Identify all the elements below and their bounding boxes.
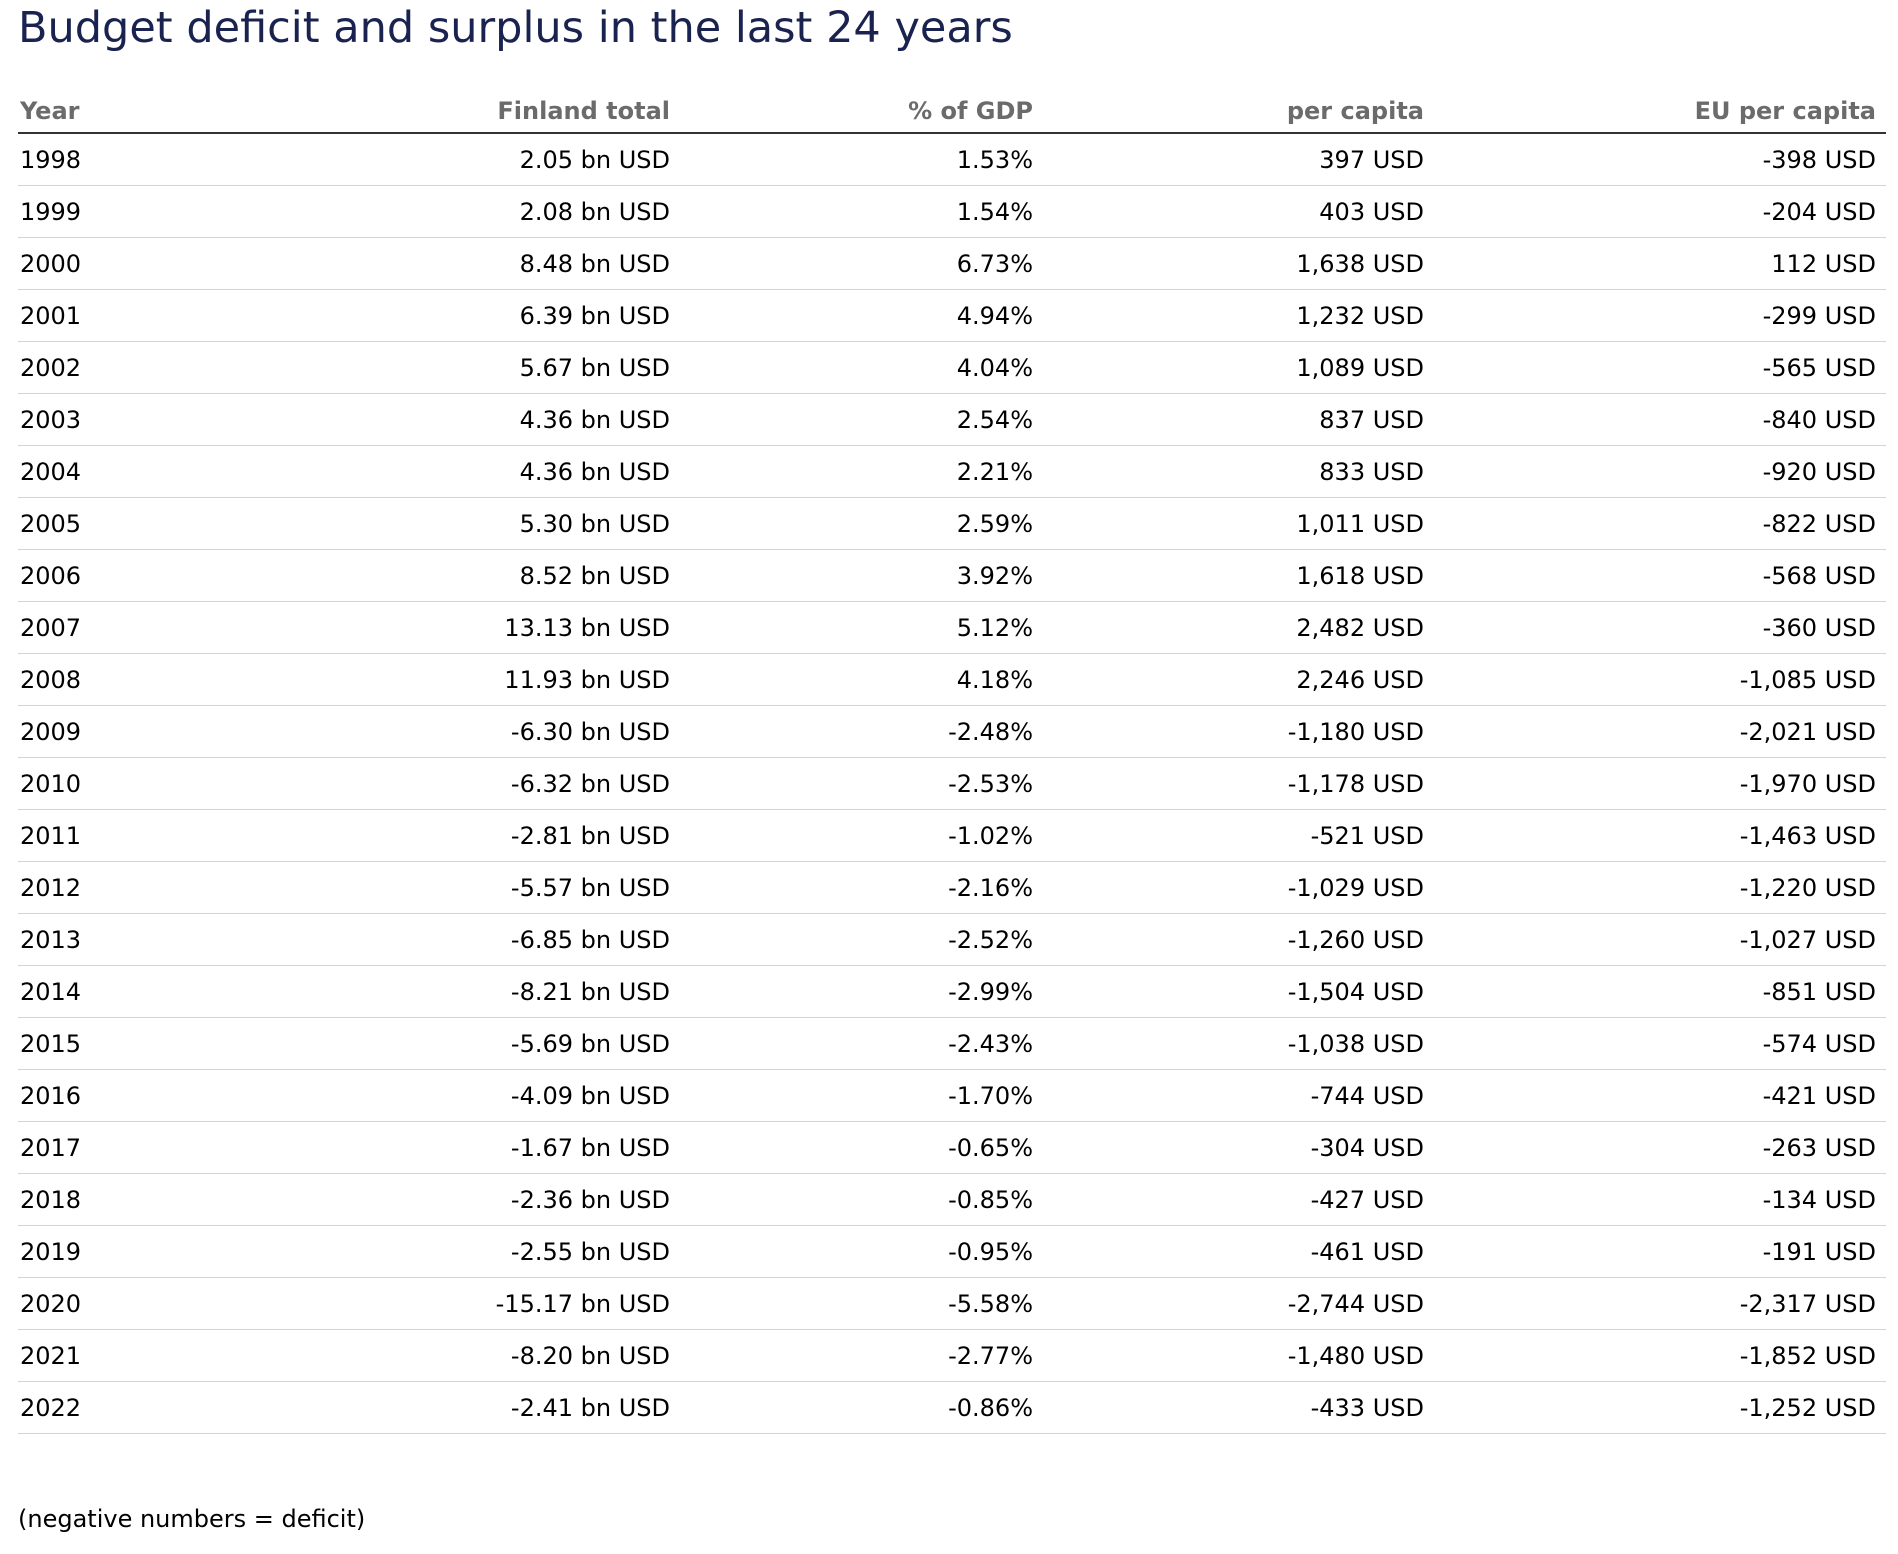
cell-year: 2005 [18, 498, 210, 550]
cell-year: 2008 [18, 654, 210, 706]
cell-eu-per-capita: -840 USD [1434, 394, 1886, 446]
table-row [18, 1278, 1886, 1330]
cell-year: 1999 [18, 186, 210, 238]
cell-year: 2022 [18, 1382, 210, 1434]
cell-percent-gdp: 2.54% [680, 394, 1043, 446]
cell-percent-gdp: 2.21% [680, 446, 1043, 498]
cell-percent-gdp: -0.86% [680, 1382, 1043, 1434]
cell-percent-gdp: 4.18% [680, 654, 1043, 706]
table-row [18, 914, 1886, 966]
table-row [18, 1174, 1886, 1226]
cell-year: 2019 [18, 1226, 210, 1278]
cell-year: 2011 [18, 810, 210, 862]
header-finland-total: Finland total [210, 90, 680, 133]
cell-per-capita: -1,029 USD [1043, 862, 1434, 914]
cell-finland-total: -4.09 bn USD [210, 1070, 680, 1122]
cell-year: 1998 [18, 133, 210, 186]
table-header [18, 90, 1886, 133]
cell-finland-total: 8.48 bn USD [210, 238, 680, 290]
cell-per-capita: -461 USD [1043, 1226, 1434, 1278]
cell-per-capita: 1,618 USD [1043, 550, 1434, 602]
header-per-capita: per capita [1043, 90, 1434, 133]
cell-finland-total: -6.30 bn USD [210, 706, 680, 758]
cell-percent-gdp: -2.99% [680, 966, 1043, 1018]
cell-year: 2017 [18, 1122, 210, 1174]
cell-per-capita: 1,089 USD [1043, 342, 1434, 394]
cell-finland-total: 4.36 bn USD [210, 446, 680, 498]
cell-finland-total: -2.55 bn USD [210, 1226, 680, 1278]
cell-finland-total: 4.36 bn USD [210, 394, 680, 446]
cell-finland-total: 6.39 bn USD [210, 290, 680, 342]
footnote: (negative numbers = deficit) [18, 1505, 366, 1533]
cell-percent-gdp: -2.77% [680, 1330, 1043, 1382]
cell-per-capita: 837 USD [1043, 394, 1434, 446]
table-row [18, 862, 1886, 914]
cell-per-capita: -1,504 USD [1043, 966, 1434, 1018]
cell-percent-gdp: -0.85% [680, 1174, 1043, 1226]
cell-eu-per-capita: -920 USD [1434, 446, 1886, 498]
cell-percent-gdp: 4.04% [680, 342, 1043, 394]
cell-eu-per-capita: -1,252 USD [1434, 1382, 1886, 1434]
cell-percent-gdp: -2.52% [680, 914, 1043, 966]
cell-percent-gdp: 1.53% [680, 133, 1043, 186]
page-title: Budget deficit and surplus in the last 24 years [18, 3, 1013, 53]
cell-per-capita: 397 USD [1043, 133, 1434, 186]
cell-percent-gdp: 1.54% [680, 186, 1043, 238]
cell-finland-total: 13.13 bn USD [210, 602, 680, 654]
cell-per-capita: 1,011 USD [1043, 498, 1434, 550]
cell-finland-total: -5.69 bn USD [210, 1018, 680, 1070]
cell-finland-total: 2.05 bn USD [210, 133, 680, 186]
table-row [18, 394, 1886, 446]
cell-eu-per-capita: -1,220 USD [1434, 862, 1886, 914]
cell-per-capita: -1,180 USD [1043, 706, 1434, 758]
table-row [18, 810, 1886, 862]
cell-finland-total: 8.52 bn USD [210, 550, 680, 602]
cell-finland-total: -1.67 bn USD [210, 1122, 680, 1174]
header-percent-gdp: % of GDP [680, 90, 1043, 133]
cell-per-capita: -1,480 USD [1043, 1330, 1434, 1382]
cell-percent-gdp: -2.43% [680, 1018, 1043, 1070]
cell-eu-per-capita: -263 USD [1434, 1122, 1886, 1174]
table-row [18, 602, 1886, 654]
cell-year: 2015 [18, 1018, 210, 1070]
cell-finland-total: -15.17 bn USD [210, 1278, 680, 1330]
cell-year: 2013 [18, 914, 210, 966]
cell-eu-per-capita: -1,463 USD [1434, 810, 1886, 862]
table-row [18, 1382, 1886, 1434]
cell-finland-total: -2.36 bn USD [210, 1174, 680, 1226]
table-row [18, 706, 1886, 758]
cell-eu-per-capita: -2,021 USD [1434, 706, 1886, 758]
cell-per-capita: 2,482 USD [1043, 602, 1434, 654]
cell-percent-gdp: -0.95% [680, 1226, 1043, 1278]
cell-percent-gdp: -1.02% [680, 810, 1043, 862]
table-row [18, 446, 1886, 498]
cell-finland-total: -6.32 bn USD [210, 758, 680, 810]
cell-eu-per-capita: -204 USD [1434, 186, 1886, 238]
cell-year: 2002 [18, 342, 210, 394]
cell-eu-per-capita: -1,970 USD [1434, 758, 1886, 810]
cell-per-capita: -433 USD [1043, 1382, 1434, 1434]
cell-year: 2010 [18, 758, 210, 810]
table-row [18, 498, 1886, 550]
budget-table [18, 90, 1886, 1434]
cell-eu-per-capita: -360 USD [1434, 602, 1886, 654]
cell-percent-gdp: 6.73% [680, 238, 1043, 290]
cell-percent-gdp: -2.16% [680, 862, 1043, 914]
table-row [18, 1070, 1886, 1122]
table-row [18, 654, 1886, 706]
cell-eu-per-capita: -2,317 USD [1434, 1278, 1886, 1330]
cell-year: 2020 [18, 1278, 210, 1330]
cell-year: 2000 [18, 238, 210, 290]
cell-year: 2014 [18, 966, 210, 1018]
cell-eu-per-capita: -398 USD [1434, 133, 1886, 186]
cell-percent-gdp: 2.59% [680, 498, 1043, 550]
table-row [18, 133, 1886, 186]
cell-per-capita: 1,232 USD [1043, 290, 1434, 342]
cell-finland-total: 5.67 bn USD [210, 342, 680, 394]
cell-percent-gdp: -5.58% [680, 1278, 1043, 1330]
cell-per-capita: 403 USD [1043, 186, 1434, 238]
cell-eu-per-capita: -851 USD [1434, 966, 1886, 1018]
cell-per-capita: 2,246 USD [1043, 654, 1434, 706]
table-row [18, 1122, 1886, 1174]
cell-percent-gdp: 4.94% [680, 290, 1043, 342]
cell-percent-gdp: -1.70% [680, 1070, 1043, 1122]
cell-year: 2018 [18, 1174, 210, 1226]
header-row [18, 90, 1886, 133]
cell-percent-gdp: -2.53% [680, 758, 1043, 810]
cell-year: 2016 [18, 1070, 210, 1122]
cell-eu-per-capita: -1,852 USD [1434, 1330, 1886, 1382]
cell-eu-per-capita: -299 USD [1434, 290, 1886, 342]
cell-eu-per-capita: -822 USD [1434, 498, 1886, 550]
table-row [18, 186, 1886, 238]
table-row [18, 966, 1886, 1018]
cell-per-capita: -521 USD [1043, 810, 1434, 862]
cell-per-capita: -2,744 USD [1043, 1278, 1434, 1330]
cell-finland-total: -6.85 bn USD [210, 914, 680, 966]
cell-per-capita: 833 USD [1043, 446, 1434, 498]
cell-per-capita: -427 USD [1043, 1174, 1434, 1226]
cell-eu-per-capita: -1,085 USD [1434, 654, 1886, 706]
table-row [18, 1330, 1886, 1382]
cell-year: 2001 [18, 290, 210, 342]
cell-finland-total: -5.57 bn USD [210, 862, 680, 914]
cell-per-capita: 1,638 USD [1043, 238, 1434, 290]
cell-year: 2006 [18, 550, 210, 602]
table-row [18, 1226, 1886, 1278]
cell-per-capita: -744 USD [1043, 1070, 1434, 1122]
cell-per-capita: -1,178 USD [1043, 758, 1434, 810]
header-eu-per-capita: EU per capita [1434, 90, 1886, 133]
cell-year: 2003 [18, 394, 210, 446]
cell-eu-per-capita: -565 USD [1434, 342, 1886, 394]
cell-year: 2009 [18, 706, 210, 758]
cell-finland-total: 2.08 bn USD [210, 186, 680, 238]
table-row [18, 550, 1886, 602]
cell-eu-per-capita: -134 USD [1434, 1174, 1886, 1226]
cell-eu-per-capita: -421 USD [1434, 1070, 1886, 1122]
cell-finland-total: -2.81 bn USD [210, 810, 680, 862]
cell-eu-per-capita: -574 USD [1434, 1018, 1886, 1070]
table-body [18, 133, 1886, 1434]
table-row [18, 290, 1886, 342]
cell-per-capita: -1,260 USD [1043, 914, 1434, 966]
cell-finland-total: 5.30 bn USD [210, 498, 680, 550]
cell-eu-per-capita: -568 USD [1434, 550, 1886, 602]
cell-per-capita: -304 USD [1043, 1122, 1434, 1174]
cell-per-capita: -1,038 USD [1043, 1018, 1434, 1070]
header-year: Year [18, 90, 210, 133]
table-row [18, 238, 1886, 290]
cell-finland-total: 11.93 bn USD [210, 654, 680, 706]
cell-finland-total: -8.20 bn USD [210, 1330, 680, 1382]
table-row [18, 758, 1886, 810]
cell-eu-per-capita: -191 USD [1434, 1226, 1886, 1278]
cell-percent-gdp: 3.92% [680, 550, 1043, 602]
cell-eu-per-capita: 112 USD [1434, 238, 1886, 290]
cell-eu-per-capita: -1,027 USD [1434, 914, 1886, 966]
cell-finland-total: -2.41 bn USD [210, 1382, 680, 1434]
cell-year: 2021 [18, 1330, 210, 1382]
cell-percent-gdp: 5.12% [680, 602, 1043, 654]
cell-percent-gdp: -0.65% [680, 1122, 1043, 1174]
cell-percent-gdp: -2.48% [680, 706, 1043, 758]
table-row [18, 342, 1886, 394]
cell-finland-total: -8.21 bn USD [210, 966, 680, 1018]
cell-year: 2007 [18, 602, 210, 654]
cell-year: 2004 [18, 446, 210, 498]
table-row [18, 1018, 1886, 1070]
cell-year: 2012 [18, 862, 210, 914]
